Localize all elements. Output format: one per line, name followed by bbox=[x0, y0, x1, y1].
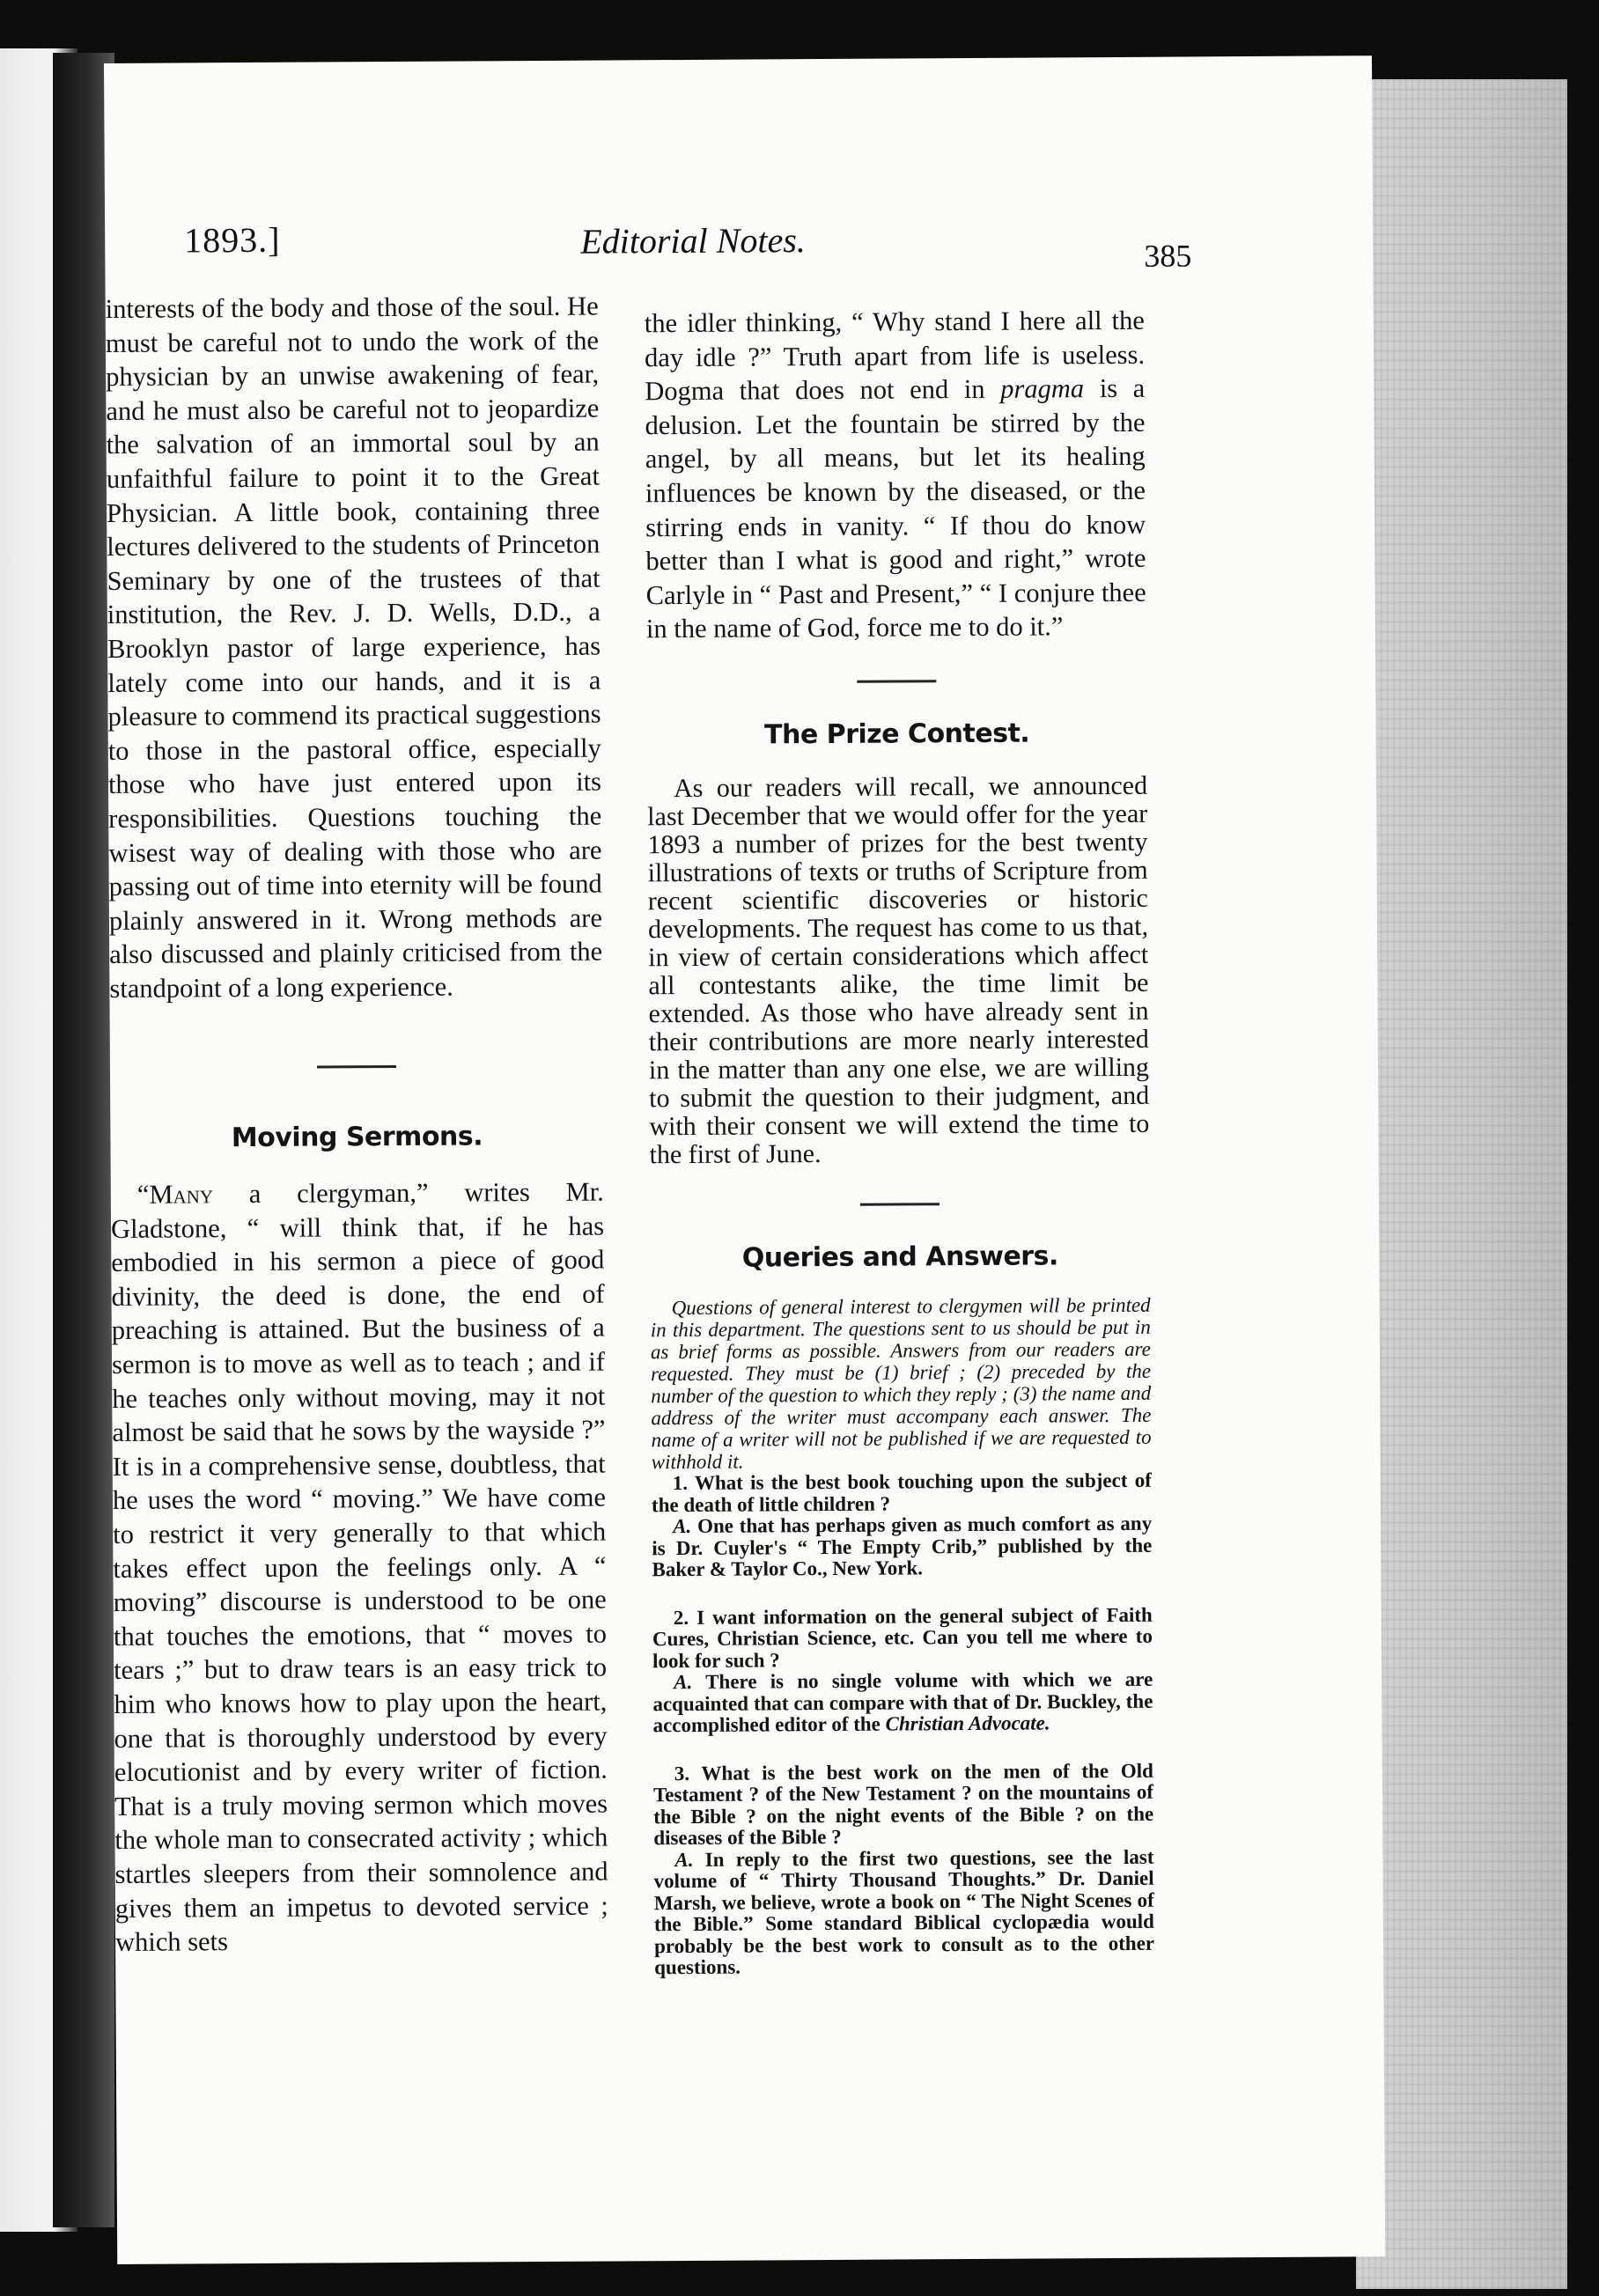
question-1: 1. What is the best book touching upon the subject of the death of little children ? bbox=[651, 1468, 1152, 1516]
prize-contest-heading: The Prize Contest. bbox=[763, 718, 1030, 751]
page-number: 385 bbox=[1144, 238, 1192, 274]
answer-text: One that has perhaps given as much comfort as any is Dr. Cuyler's “ The Empty Crib,” published by the Baker & Taylor Co., New York. bbox=[652, 1512, 1153, 1581]
answer-italic: Christian Advocate. bbox=[885, 1711, 1050, 1735]
continuation-paragraph bbox=[645, 304, 1146, 646]
continuation-text-2: is a delusion. Let the fountain be stirred by the angel, by all means, but let its healing influences be known by the diseased, or the stirring ends in vanity. “ If thou do know better than I what is good and right,” wrote Carlyle in “ Past and Present,” “ I conjure thee in the name of God, force me to do it.” bbox=[645, 372, 1146, 644]
running-head-year: 1893.] bbox=[184, 219, 281, 261]
continuation-text-1: the idler thinking, “ Why stand I here all the day idle ?” Truth apart from life is useless. Dogma that does not end in bbox=[644, 305, 1146, 407]
book-page bbox=[104, 55, 1385, 2264]
answer-label: A. bbox=[674, 1671, 693, 1694]
queries-intro: Questions of general interest to clergymen will be printed in this department. The questions sent to us should be put in as brief forms as possible. Answers from our readers are requested. They must be (1) brief ; (2) preceded by the number of the question to which they reply ; (3) the name and address of the writer must accompany each answer. The name of a writer will not be published if we are requested to withhold it. bbox=[650, 1293, 1152, 1474]
section-divider bbox=[860, 1203, 940, 1206]
answer-label: A. bbox=[673, 1515, 692, 1538]
moving-sermons-body: a clergyman,” writes Mr. Gladstone, “ will think that, if he has embodied in his sermon a piece of good divinity, the deed is done, the end of preaching is attained. But the business of a sermon is to move as well as to teach ; and if he teaches only without moving, may it not almost be said that he sows by the wayside ?” It is in a comprehensive sense, doubtless, that he uses the word “ moving.” We have come to restrict it very generally to that which takes effect upon the feelings only. A “ moving” discourse is understood to be one that touches the emotions, that “ moves to tears ;” but to draw tears is an easy trick to him who knows how to play upon the heart, one that is thoroughly understood by every elocutionist and by every writer of fiction. That is a truly moving sermon which moves the whole man to consecrated activity ; which startles sleepers from their somnolence and gives them an impetus to devoted service ; which sets bbox=[110, 1176, 608, 1958]
answer-label: A. bbox=[674, 1848, 694, 1871]
section-divider bbox=[317, 1065, 396, 1069]
answer-2 bbox=[652, 1669, 1153, 1737]
continuation-italic: pragma bbox=[1000, 373, 1085, 404]
answer-1 bbox=[652, 1513, 1152, 1581]
moving-sermons-paragraph bbox=[111, 1175, 608, 1960]
answer-3 bbox=[653, 1846, 1154, 1978]
question-3: 3. What is the best work on the men of the Old Testament ? of the New Testament ? on the mountains of the Bible ? on the night events of the Bible ? on the diseases of the Bible ? bbox=[652, 1759, 1154, 1850]
queries-heading: Queries and Answers. bbox=[741, 1240, 1058, 1274]
moving-sermons-heading: Moving Sermons. bbox=[231, 1121, 483, 1154]
running-head-title: Editorial Notes. bbox=[580, 220, 806, 261]
section-divider bbox=[857, 680, 936, 683]
answer-text: In reply to the first two questions, see the last volume of “ Thirty Thousand Thoughts.” Dr. Daniel Marsh, we believe, wrote a book on “ The Night Scenes of the Bible.” Some standard Biblical cyclopædia would probably be the best work to consult as to the other questions. bbox=[653, 1845, 1155, 1979]
moving-sermons-lead: “Many bbox=[136, 1179, 214, 1210]
prize-contest-paragraph: As our readers will recall, we announced last December that we would offer for the year 1893 a number of prizes for the best twenty illustrations of texts or truths of Scripture from recent scientific discoveries or historic developments. The request has come to us that, in view of certain considerations which affect all contestants alike, the time limit be extended. As those who have already sent in their contributions are more nearly interested in the matter than any one else, we are willing to submit the question to their judgment, and with their consent we will extend the time to the first of June. bbox=[647, 770, 1150, 1169]
page-fore-edge bbox=[1356, 79, 1567, 2289]
question-2: 2. I want information on the general subject of Faith Cures, Christian Science, etc. Can you tell me where to look for such ? bbox=[652, 1603, 1153, 1672]
answer-text: There is no single volume with which we are acquainted that can compare with that of Dr. Buckley, the accomplished editor of the bbox=[652, 1667, 1153, 1737]
intro-paragraph: interests of the body and those of the soul. He must be careful not to undo the work of the physician by an unwise awakening of fear, and he must also be careful not to jeopardize the salvation of an immortal soul by an unfaithful failure to point it to the Great Physician. A little book, containing three lectures delivered to the students of Princeton Seminary by one of the trustees of that institution, the Rev. J. D. Wells, D.D., a Brooklyn pastor of large experience, has lately come into our hands, and it is a pleasure to commend its practical suggestions to those in the pastoral office, especially those who have just entered upon its responsibilities. Questions touching the wisest way of dealing with those who are passing out of time into eternity will be found plainly answered in it. Wrong methods are also discussed and plainly criticised from the standpoint of a long experience. bbox=[105, 291, 603, 1004]
left-column bbox=[106, 290, 609, 1960]
right-column bbox=[645, 304, 1155, 1979]
